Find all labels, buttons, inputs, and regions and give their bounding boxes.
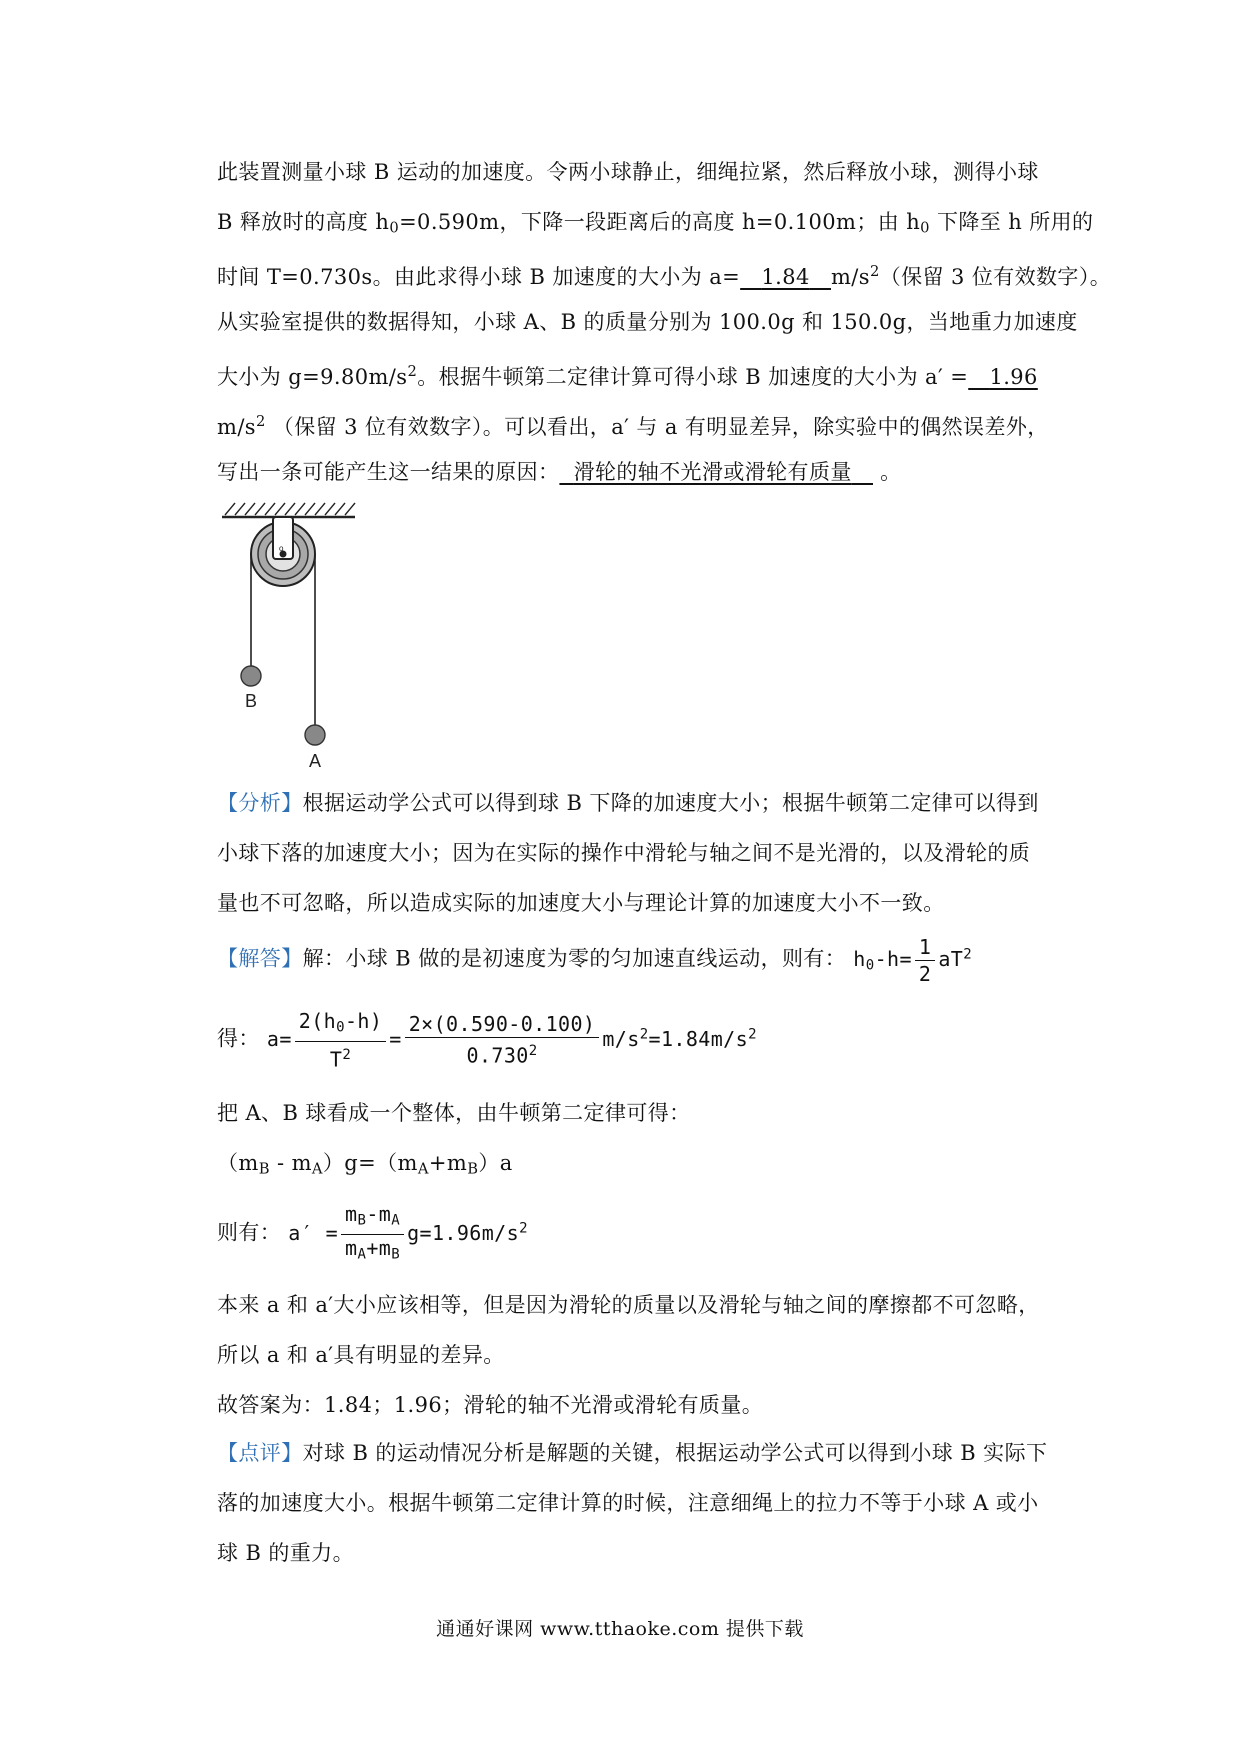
problem-line-2: B 释放时的高度 $h_0=0.590m$，下降一段距离后的高度 h=0.100m；由 $h_0$ 下降至 h 所用的	[217, 210, 1094, 237]
solution-line-5: 本来 a 和 a′大小应该相等，但是因为滑轮的质量以及滑轮与轴之间的摩擦都不可忽略，	[217, 1293, 1040, 1317]
problem-line-6: $m/s^2$ （保留 3 位有效数字）。可以看出，a′ 与 a 有明显差异，除实验中的偶然误差外，	[217, 413, 1049, 440]
analysis-line-2: 小球下落的加速度大小；因为在实际的操作中滑轮与轴之间不是光滑的，以及滑轮的质	[217, 841, 1031, 865]
comment-line-3: 球 B 的重力。	[217, 1541, 354, 1565]
axle-label: o	[279, 544, 284, 553]
solution-line-3: 把 A、B 球看成一个整体，由牛顿第二定律可得：	[217, 1101, 691, 1125]
equation-2: a= $\frac{2(h_0-h)}{T^2}$ = $\frac{2\times(0.590-0.100)}{0.730^2}$ $m/s^2=1.84m/s^2$	[266, 1009, 757, 1072]
ball-b	[241, 666, 261, 686]
solution-line-1: 【解答】解：小球 B 做的是初速度为零的匀加速直线运动，则有： $h_0-h=$ $\frac{1}{2}$ $aT^2$	[217, 934, 973, 986]
solution-line-6: 所以 a 和 a′具有明显的差异。	[217, 1343, 505, 1367]
equation-1: $h_0-h=$ $\frac{1}{2}$ $aT^2$	[853, 934, 973, 986]
analysis-tag: 【分析】	[217, 791, 303, 815]
answer-blank-1: 1.84	[761, 265, 810, 290]
comment-line-1: 【点评】对球 B 的运动情况分析是解题的关键，根据运动学公式可以得到小球 B 实际下	[217, 1441, 1048, 1465]
problem-line-3: 时间 T=0.730s。由此求得小球 B 加速度的大小为 a= 1.84 $m/s^2$（保留 3 位有效数字）。	[217, 263, 1112, 290]
comment-line-2: 落的加速度大小。根据牛顿第二定律计算的时候，注意细绳上的拉力不等于小球 A 或小	[217, 1491, 1039, 1515]
solution-equation-3: $(m_B - m_A)g=(m_A+m_B)a$	[217, 1151, 513, 1178]
pulley-figure	[215, 500, 365, 775]
ball-a-label: A	[309, 751, 322, 771]
solution-line-2: 得： a= $\frac{2(h_0-h)}{T^2}$ = $\frac{2\times(0.590-0.100)}{0.730^2}$ $m/s^2=1.84m/s^2$	[217, 1009, 757, 1072]
problem-line-5: 大小为 $g=9.80m/s^2$。根据牛顿第二定律计算可得小球 B 加速度的大小为 a′ = 1.96	[217, 363, 1038, 390]
solution-line-4: 则有： a′ = $\frac{m_B-m_A}{m_A+m_B}$ $g=1.96m/s^2$	[217, 1202, 528, 1263]
analysis-line-3: 量也不可忽略，所以造成实际的加速度大小与理论计算的加速度大小不一致。	[217, 891, 945, 915]
answer-blank-3: 滑轮的轴不光滑或滑轮有质量	[573, 460, 852, 484]
solution-tag: 【解答】	[217, 946, 303, 971]
comment-tag: 【点评】	[217, 1441, 303, 1465]
problem-line-4: 从实验室提供的数据得知，小球 A、B 的质量分别为 100.0g 和 150.0g，当地重力加速度	[217, 310, 1078, 334]
ball-a	[305, 725, 325, 745]
equation-4: a′ = $\frac{m_B-m_A}{m_A+m_B}$ $g=1.96m/s^2$	[288, 1202, 528, 1263]
problem-line-1: 此装置测量小球 B 运动的加速度。令两小球静止，细绳拉紧，然后释放小球，测得小球	[217, 160, 1039, 184]
solution-line-7: 故答案为：1.84；1.96；滑轮的轴不光滑或滑轮有质量。	[217, 1393, 764, 1417]
ball-b-label: B	[245, 691, 258, 711]
answer-blank-2: 1.96	[989, 365, 1038, 390]
analysis-line-1: 【分析】根据运动学公式可以得到球 B 下降的加速度大小；根据牛顿第二定律可以得到	[217, 791, 1039, 815]
ceiling	[222, 503, 355, 517]
problem-line-7: 写出一条可能产生这一结果的原因： 滑轮的轴不光滑或滑轮有质量 。	[217, 460, 902, 484]
page-footer: 通通好课网 www.tthaoke.com 提供下载	[436, 1618, 804, 1640]
